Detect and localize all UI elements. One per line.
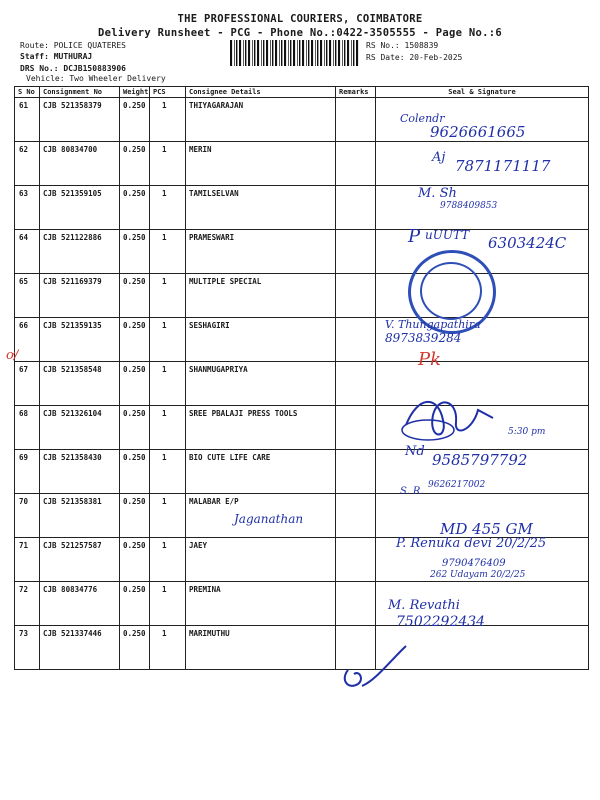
sig-69-time: 5:30 pm — [508, 427, 546, 437]
barcode-bar — [344, 40, 345, 66]
cell-sno: 68 — [15, 406, 40, 450]
barcode-bar — [356, 40, 358, 66]
barcode-bar — [306, 40, 307, 66]
cell-consignment: CJB 80834700 — [40, 142, 120, 186]
cell-sno: 69 — [15, 450, 40, 494]
cell-weight: 0.250 — [120, 538, 150, 582]
sig-71-code: MD 455 GM — [440, 520, 533, 538]
barcode-bar — [284, 40, 286, 66]
barcode-bar — [243, 40, 244, 66]
col-remarks: Remarks — [336, 87, 376, 98]
barcode-bar — [342, 40, 343, 66]
rs-number: RS No.: 1508839 — [366, 41, 439, 50]
col-consignee: Consignee Details — [186, 87, 336, 98]
signature-70: S. R. — [400, 486, 424, 497]
cell-pcs: 1 — [150, 626, 186, 670]
cell-consignment: CJB 521122886 — [40, 230, 120, 274]
signature-68-scribble — [398, 390, 508, 450]
cell-consignment: CJB 521257587 — [40, 538, 120, 582]
barcode — [230, 40, 360, 66]
cell-consignment: CJB 521358430 — [40, 450, 120, 494]
cell-consignee: SHANMUGAPRIYA — [186, 362, 336, 406]
barcode-bar — [263, 40, 264, 66]
sig-73-phone: 7502292434 — [396, 614, 486, 630]
sig-66-phone: 8973839284 — [385, 331, 462, 345]
cell-remarks — [336, 230, 376, 274]
vehicle-label: Vehicle: Two Wheeler Delivery — [26, 74, 166, 83]
cell-weight: 0.250 — [120, 274, 150, 318]
barcode-bar — [288, 40, 289, 66]
cell-sno: 71 — [15, 538, 40, 582]
cell-consignee: PRAMESWARI — [186, 230, 336, 274]
cell-pcs: 1 — [150, 450, 186, 494]
barcode-bar — [245, 40, 246, 66]
col-weight: Weight — [120, 87, 150, 98]
barcode-bar — [317, 40, 318, 66]
cell-sno: 70 — [15, 494, 40, 538]
signature-61: Colendr — [400, 112, 445, 125]
cell-consignee: SREE PBALAJI PRESS TOOLS — [186, 406, 336, 450]
barcode-bar — [257, 40, 259, 66]
cell-weight: 0.250 — [120, 626, 150, 670]
cell-consignee: TAMILSELVAN — [186, 186, 336, 230]
cell-consignee: MALABAR E/P — [186, 494, 336, 538]
table-row — [15, 186, 589, 230]
table-row — [15, 582, 589, 626]
cell-sno: 62 — [15, 142, 40, 186]
barcode-bar — [333, 40, 334, 66]
barcode-bar — [275, 40, 277, 66]
route-label: Route: POLICE QUATERES — [20, 41, 126, 50]
barcode-bar — [279, 40, 280, 66]
red-tick-mark: ơ/ — [6, 348, 19, 363]
cell-pcs: 1 — [150, 494, 186, 538]
cell-remarks — [336, 274, 376, 318]
sig-63-phone: 9788409853 — [440, 201, 498, 211]
cell-remarks — [336, 318, 376, 362]
cell-pcs: 1 — [150, 406, 186, 450]
barcode-bar — [239, 40, 241, 66]
barcode-bar — [311, 40, 313, 66]
cell-consignee: SESHAGIRI — [186, 318, 336, 362]
cell-consignment: CJB 521358381 — [40, 494, 120, 538]
cell-weight: 0.250 — [120, 98, 150, 142]
barcode-bar — [252, 40, 253, 66]
cell-remarks — [336, 98, 376, 142]
drs-number: DRS No.: DCJB150883906 — [20, 64, 126, 73]
cell-consignment: CJB 521359135 — [40, 318, 120, 362]
barcode-bar — [308, 40, 309, 66]
cell-sno: 65 — [15, 274, 40, 318]
sig-72-phone: 9790476409 — [442, 558, 506, 569]
cell-pcs: 1 — [150, 318, 186, 362]
cell-sno: 64 — [15, 230, 40, 274]
cell-consignment: CJB 521359105 — [40, 186, 120, 230]
table-row — [15, 626, 589, 670]
cell-consignment: CJB 521169379 — [40, 274, 120, 318]
sig-62-phone: 7871171117 — [455, 157, 551, 175]
cell-pcs: 1 — [150, 582, 186, 626]
cell-weight: 0.250 — [120, 362, 150, 406]
cell-consignee: MERIN — [186, 142, 336, 186]
sig-61-phone: 9626661665 — [430, 123, 526, 141]
barcode-bar — [293, 40, 295, 66]
cell-pcs: 1 — [150, 142, 186, 186]
cell-consignee: THIYAGARAJAN — [186, 98, 336, 142]
sig-64-phone: 6303424C — [488, 234, 567, 252]
cell-sno: 61 — [15, 98, 40, 142]
barcode-bar — [234, 40, 235, 66]
checkmark-scribble — [336, 640, 416, 700]
cell-remarks — [336, 406, 376, 450]
signature-62: Aj — [432, 150, 446, 165]
runsheet-title: THE PROFESSIONAL COURIERS, COIMBATORE — [177, 13, 423, 25]
sig-72-name: P. Renuka devi 20/2/25 — [396, 536, 547, 551]
cell-weight: 0.250 — [120, 494, 150, 538]
cell-remarks — [336, 582, 376, 626]
sig-73-name: M. Revathi — [388, 598, 460, 613]
cell-weight: 0.250 — [120, 186, 150, 230]
signature-69: Nd — [405, 444, 425, 459]
cell-consignee: MARIMUTHU — [186, 626, 336, 670]
jaey-handwritten-note: Jaganathan — [234, 512, 304, 526]
cell-sno: 63 — [15, 186, 40, 230]
barcode-bar — [266, 40, 268, 66]
cell-pcs: 1 — [150, 98, 186, 142]
signature-64: P — [408, 226, 421, 247]
cell-weight: 0.250 — [120, 230, 150, 274]
signature-67-red: Pk — [418, 349, 442, 370]
barcode-bar — [324, 40, 325, 66]
cell-weight: 0.250 — [120, 406, 150, 450]
cell-weight: 0.250 — [120, 318, 150, 362]
col-sno: S No — [15, 87, 40, 98]
sig-69-phone: 9585797792 — [432, 451, 528, 469]
barcode-bar — [261, 40, 262, 66]
cell-consignee: JAEY — [186, 538, 336, 582]
cell-consignment: CJB 521326104 — [40, 406, 120, 450]
cell-remarks — [336, 362, 376, 406]
cell-weight: 0.250 — [120, 450, 150, 494]
table-row — [15, 318, 589, 362]
cell-consignment: CJB 521358548 — [40, 362, 120, 406]
barcode-bar — [272, 40, 273, 66]
signature-64-tamil: uUUTT — [425, 228, 470, 242]
cell-consignee: BIO CUTE LIFE CARE — [186, 450, 336, 494]
cell-consignee: PREMINA — [186, 582, 336, 626]
barcode-bar — [315, 40, 316, 66]
cell-remarks — [336, 142, 376, 186]
cell-sno: 73 — [15, 626, 40, 670]
barcode-bar — [329, 40, 331, 66]
barcode-bar — [230, 40, 232, 66]
barcode-bar — [254, 40, 255, 66]
signature-70-phone: 9626217002 — [428, 480, 486, 490]
barcode-bar — [236, 40, 237, 66]
barcode-bar — [281, 40, 282, 66]
barcode-bar — [299, 40, 300, 66]
sig-72-extra: 262 Udayam 20/2/25 — [430, 570, 526, 580]
cell-weight: 0.250 — [120, 582, 150, 626]
runsheet-subtitle: Delivery Runsheet - PCG - Phone No.:0422-3505555 - Page No.:6 — [98, 27, 502, 39]
sig-66-name: V. Thungapathira — [385, 318, 481, 331]
cell-pcs: 1 — [150, 362, 186, 406]
barcode-bar — [290, 40, 291, 66]
cell-consignment: CJB 521337446 — [40, 626, 120, 670]
table-row — [15, 274, 589, 318]
barcode-bar — [320, 40, 322, 66]
cell-consignee: MULTIPLE SPECIAL — [186, 274, 336, 318]
barcode-bar — [297, 40, 298, 66]
table-header-row — [15, 87, 589, 98]
barcode-bar — [353, 40, 354, 66]
barcode-bar — [351, 40, 352, 66]
sig-63-name: M. Sh — [418, 186, 457, 201]
rs-date: RS Date: 20-Feb-2025 — [366, 53, 463, 62]
cell-weight: 0.250 — [120, 142, 150, 186]
company-seal-inner — [420, 262, 482, 320]
col-pcs: PCS — [150, 87, 186, 98]
cell-sno: 66 — [15, 318, 40, 362]
cell-pcs: 1 — [150, 538, 186, 582]
barcode-bar — [248, 40, 250, 66]
cell-pcs: 1 — [150, 230, 186, 274]
cell-sno: 72 — [15, 582, 40, 626]
barcode-bar — [347, 40, 349, 66]
barcode-bar — [302, 40, 304, 66]
cell-pcs: 1 — [150, 274, 186, 318]
barcode-bar — [270, 40, 271, 66]
cell-consignment: CJB 521358379 — [40, 98, 120, 142]
barcode-bar — [335, 40, 336, 66]
cell-remarks — [336, 538, 376, 582]
col-consignment: Consignment No — [40, 87, 120, 98]
barcode-bar — [326, 40, 327, 66]
col-seal-signature: Seal & Signature — [376, 87, 589, 98]
cell-remarks — [336, 494, 376, 538]
cell-pcs: 1 — [150, 186, 186, 230]
cell-sno: 67 — [15, 362, 40, 406]
barcode-bar — [338, 40, 340, 66]
cell-remarks — [336, 450, 376, 494]
cell-remarks — [336, 186, 376, 230]
staff-label: Staff: MUTHURAJ — [20, 52, 93, 61]
cell-consignment: CJB 80834776 — [40, 582, 120, 626]
